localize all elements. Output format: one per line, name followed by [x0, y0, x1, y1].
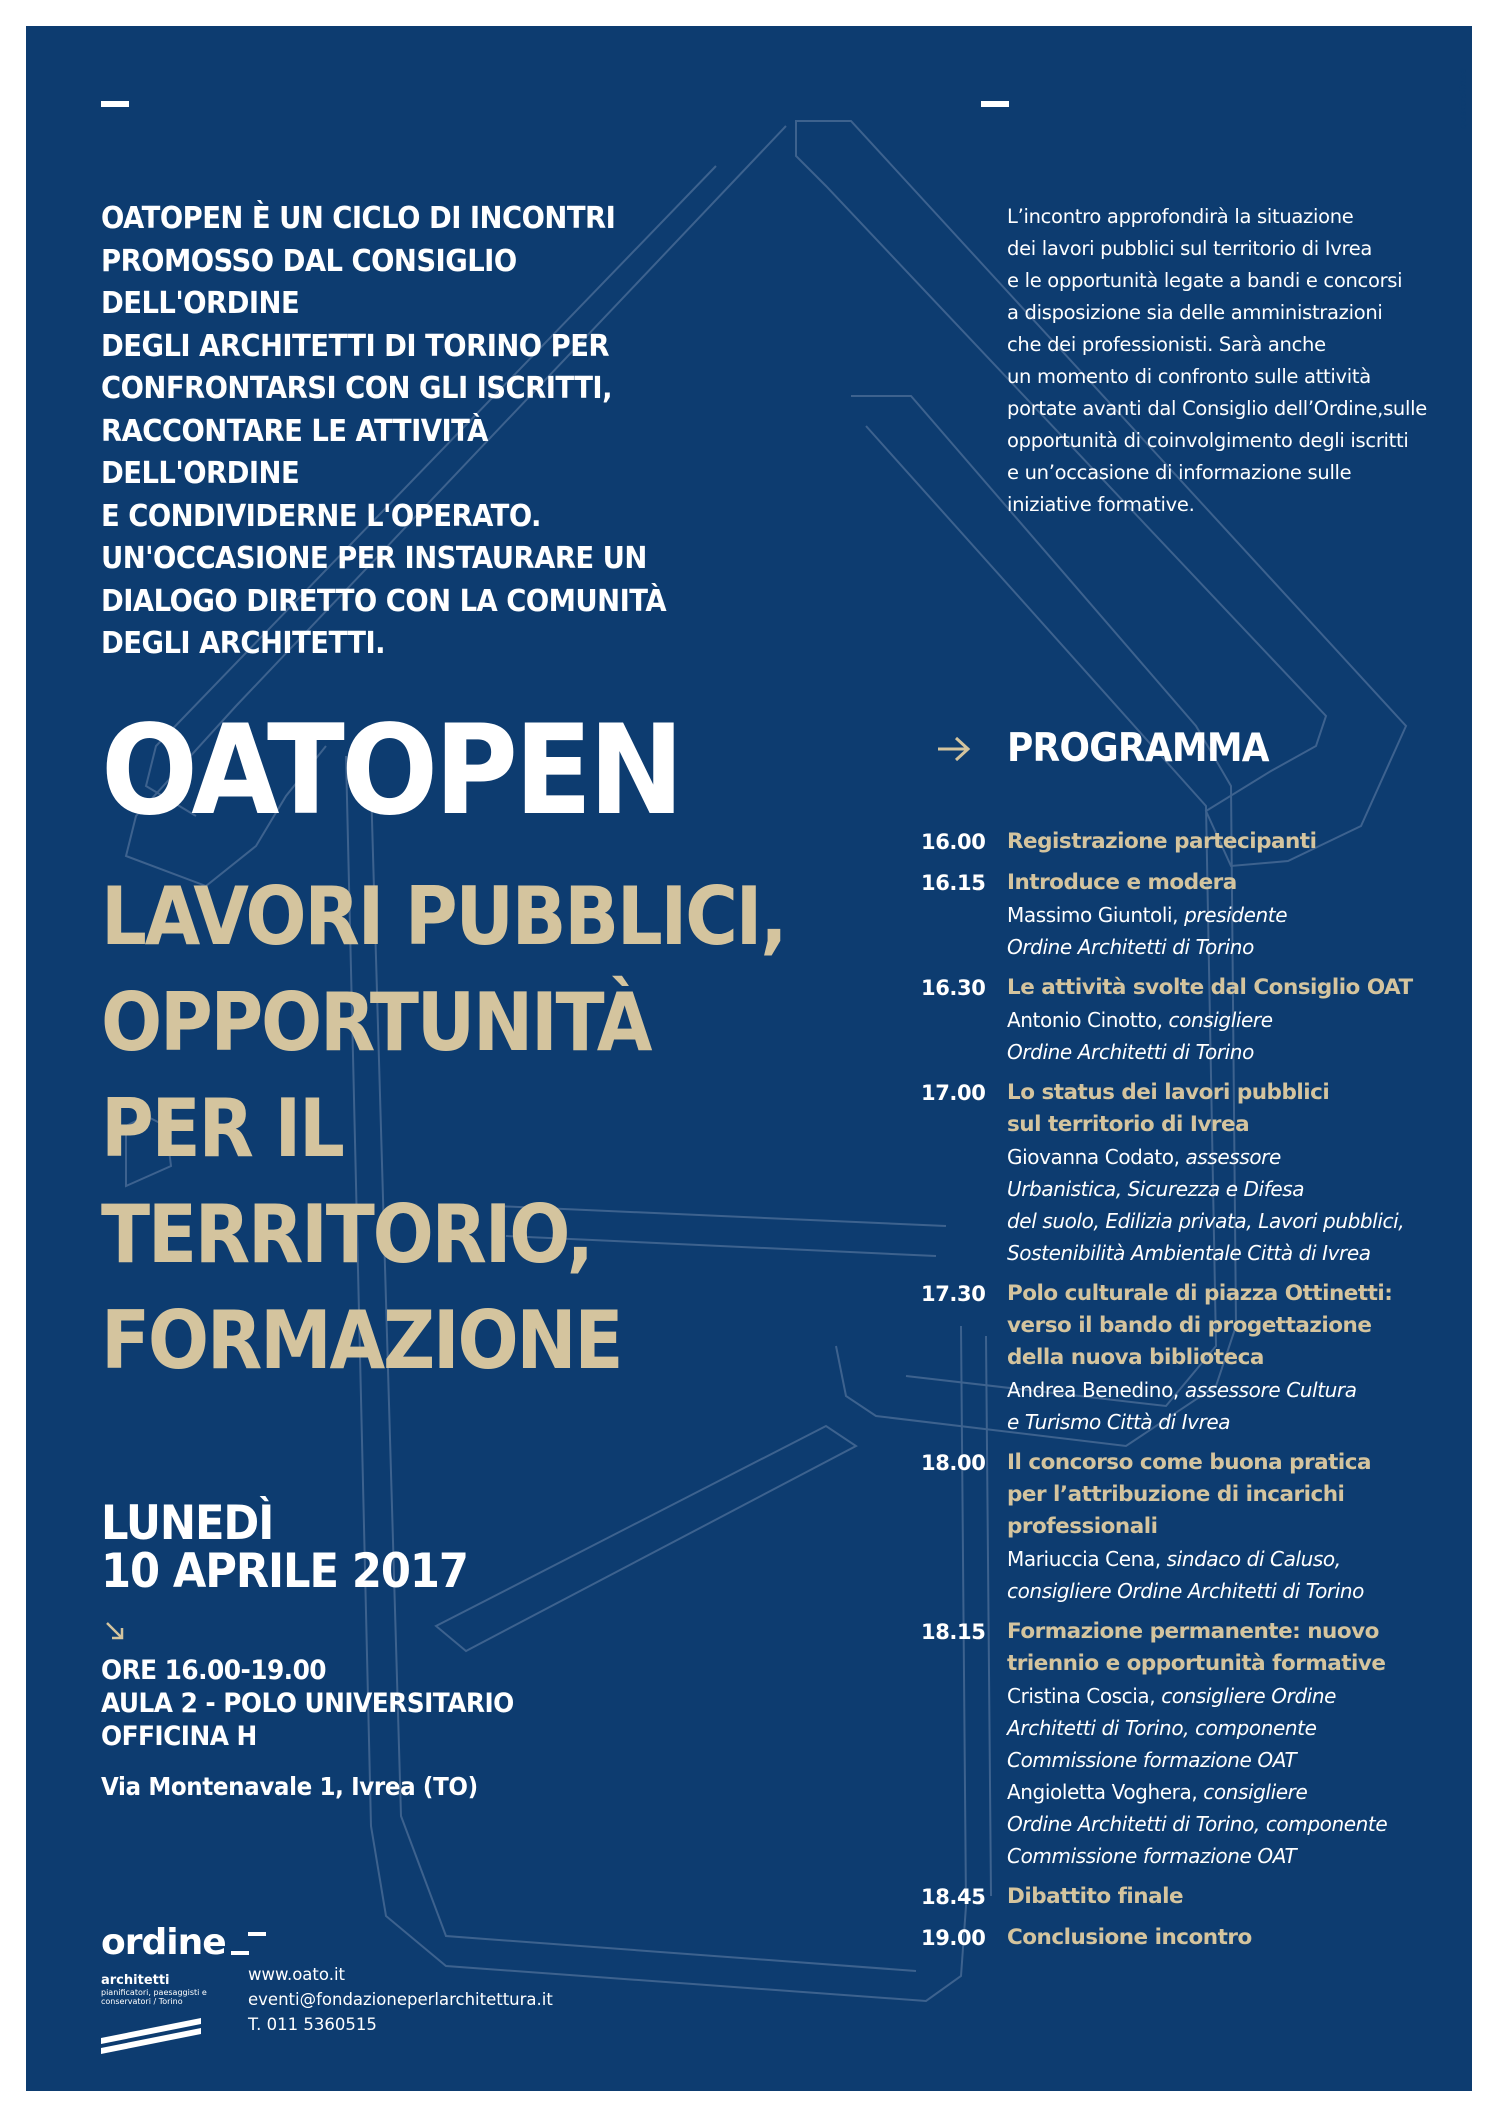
- intro-text: [101, 198, 677, 666]
- speaker-line: Mariuccia Cena, sindaco di Caluso,: [1007, 1547, 1341, 1571]
- event-date: [101, 1496, 468, 1599]
- schedule-item: [921, 826, 1451, 858]
- schedule-time: 18.45: [921, 1885, 986, 1909]
- schedule-title: per l’attribuzione di incarichi: [1007, 1482, 1345, 1507]
- ordine-logo-word: ordine: [101, 1922, 226, 1963]
- ordine-logo-mark: [101, 2016, 201, 2054]
- description-line: e le opportunità legate a bandi e concorsi: [1007, 269, 1403, 292]
- speaker-line: Cristina Coscia, consigliere Ordine: [1007, 1684, 1337, 1708]
- schedule-item: [921, 972, 1451, 1068]
- logo-dash: [231, 1951, 249, 1955]
- speaker-line: Antonio Cinotto, consigliere: [1007, 1008, 1273, 1032]
- event-subtitle: [101, 864, 821, 1394]
- speaker-line: Sostenibilità Ambientale Città di Ivrea: [1007, 1241, 1371, 1265]
- subtitle-line: OPPORTUNITÀ: [101, 976, 651, 1069]
- subtitle-line: FORMAZIONE: [101, 1294, 622, 1387]
- description-line: L’incontro approfondirà la situazione: [1007, 205, 1354, 228]
- phone-number: T. 011 5360515: [248, 2015, 377, 2034]
- schedule-title: Conclusione incontro: [1007, 1925, 1252, 1950]
- schedule-time: 16.30: [921, 976, 986, 1000]
- schedule-item: [921, 1278, 1451, 1438]
- description-line: iniziative formative.: [1007, 493, 1195, 516]
- event-address: Via Montenavale 1, Ivrea (TO): [101, 1772, 478, 1801]
- schedule-title: triennio e opportunità formative: [1007, 1651, 1386, 1676]
- schedule-item: [921, 867, 1451, 963]
- speaker-line: del suolo, Edilizia privata, Lavori pubblici,: [1007, 1209, 1405, 1233]
- venue-line: AULA 2 - POLO UNIVERSITARIO: [101, 1688, 514, 1719]
- schedule-item: [921, 1077, 1451, 1269]
- speaker-line: Commissione formazione OAT: [1007, 1748, 1297, 1772]
- intro-line: CONFRONTARSI CON GLI ISCRITTI,: [101, 371, 612, 406]
- speaker-line: Commissione formazione OAT: [1007, 1844, 1297, 1868]
- intro-line: DEGLI ARCHITETTI DI TORINO PER: [101, 328, 610, 364]
- description-line: dei lavori pubblici sul territorio di Ivrea: [1007, 237, 1373, 260]
- programme-title: PROGRAMMA: [1007, 726, 1269, 771]
- logo-line-architetti: architetti: [101, 1973, 170, 1988]
- description-line: e un’occasione di informazione sulle: [1007, 461, 1352, 484]
- contacts-dash: [248, 1932, 266, 1936]
- speaker-line: e Turismo Città di Ivrea: [1007, 1410, 1231, 1434]
- speaker-line: Ordine Architetti di Torino, componente: [1007, 1812, 1388, 1836]
- subtitle-line: PER IL: [101, 1082, 343, 1175]
- arrow-right-icon: [934, 734, 974, 764]
- schedule-item: [921, 1881, 1451, 1913]
- schedule-title: Lo status dei lavori pubblici: [1007, 1080, 1330, 1105]
- poster: [26, 26, 1472, 2091]
- description-line: opportunità di coinvolgimento degli iscritti: [1007, 429, 1409, 452]
- schedule-time: 16.00: [921, 830, 986, 854]
- arrow-down-right-icon: [104, 1620, 126, 1642]
- event-location: [101, 1654, 514, 1753]
- programme-schedule: [921, 826, 1451, 1963]
- speaker-line: Massimo Giuntoli, presidente: [1007, 903, 1288, 927]
- event-day: LUNEDÌ: [101, 1496, 274, 1551]
- intro-line: E CONDIVIDERNE L'OPERATO.: [101, 498, 541, 534]
- schedule-title: sul territorio di Ivrea: [1007, 1112, 1250, 1137]
- schedule-title: Registrazione partecipanti: [1007, 829, 1317, 854]
- schedule-item: [921, 1922, 1451, 1954]
- schedule-time: 17.00: [921, 1081, 986, 1105]
- speaker-line: Giovanna Codato, assessore: [1007, 1145, 1281, 1169]
- speaker-line: Ordine Architetti di Torino: [1007, 935, 1254, 959]
- designer-credit: quattrolinee: [1458, 68, 1469, 130]
- schedule-time: 17.30: [921, 1282, 986, 1306]
- intro-line: RACCONTARE LE ATTIVITÀ DELL'ORDINE: [101, 413, 488, 491]
- intro-line: OATOPEN È UN CICLO DI INCONTRI: [101, 201, 616, 236]
- description-line: a disposizione sia delle amministrazioni: [1007, 301, 1383, 324]
- intro-line: PROMOSSO DAL CONSIGLIO DELL'ORDINE: [101, 243, 517, 321]
- contact-info: [248, 1962, 553, 2037]
- description-line: un momento di confronto sulle attività: [1007, 365, 1371, 388]
- speaker-line: Architetti di Torino, componente: [1007, 1716, 1317, 1740]
- intro-line: UN'OCCASIONE PER INSTAURARE UN: [101, 541, 647, 576]
- schedule-title: professionali: [1007, 1514, 1158, 1539]
- description-line: che dei professionisti. Sarà anche: [1007, 333, 1326, 356]
- email-link[interactable]: eventi@fondazioneperlarchitettura.it: [248, 1990, 553, 2009]
- subtitle-line: LAVORI PUBBLICI,: [101, 870, 786, 963]
- intro-line: DEGLI ARCHITETTI.: [101, 626, 386, 661]
- schedule-title: della nuova biblioteca: [1007, 1345, 1264, 1370]
- top-right-dash: [981, 101, 1009, 107]
- event-hours: ORE 16.00-19.00: [101, 1655, 327, 1686]
- schedule-title: Il concorso come buona pratica: [1007, 1450, 1372, 1475]
- description-line: portate avanti dal Consiglio dell’Ordine,sulle: [1007, 397, 1427, 420]
- intro-line: DIALOGO DIRETTO CON LA COMUNITÀ: [101, 583, 667, 619]
- event-description: [1007, 201, 1447, 521]
- schedule-item: [921, 1447, 1451, 1607]
- schedule-title: Formazione permanente: nuovo: [1007, 1619, 1379, 1644]
- schedule-item: [921, 1616, 1451, 1872]
- speaker-line: Ordine Architetti di Torino: [1007, 1040, 1254, 1064]
- schedule-time: 16.15: [921, 871, 986, 895]
- speaker-line: consigliere Ordine Architetti di Torino: [1007, 1579, 1364, 1603]
- schedule-time: 19.00: [921, 1926, 986, 1950]
- subtitle-line: TERRITORIO,: [101, 1188, 592, 1281]
- schedule-title: Le attività svolte dal Consiglio OAT: [1007, 975, 1413, 1000]
- event-title: OATOPEN: [101, 699, 681, 843]
- schedule-title: verso il bando di progettazione: [1007, 1313, 1372, 1338]
- logo-line-subtitle: pianificatori, paesaggisti e conservatori / Torino: [101, 1988, 207, 2006]
- speaker-line: Andrea Benedino, assessore Cultura: [1007, 1378, 1357, 1402]
- speaker-line: Urbanistica, Sicurezza e Difesa: [1007, 1177, 1305, 1201]
- event-full-date: 10 APRILE 2017: [101, 1544, 468, 1599]
- schedule-title: Introduce e modera: [1007, 870, 1237, 895]
- schedule-time: 18.00: [921, 1451, 986, 1475]
- schedule-time: 18.15: [921, 1620, 986, 1644]
- schedule-title: Dibattito finale: [1007, 1884, 1184, 1909]
- schedule-title: Polo culturale di piazza Ottinetti:: [1007, 1281, 1393, 1306]
- top-left-dash: [101, 101, 129, 107]
- venue-line: OFFICINA H: [101, 1721, 257, 1752]
- speaker-line: Angioletta Voghera, consigliere: [1007, 1780, 1308, 1804]
- website-link[interactable]: www.oato.it: [248, 1965, 345, 1984]
